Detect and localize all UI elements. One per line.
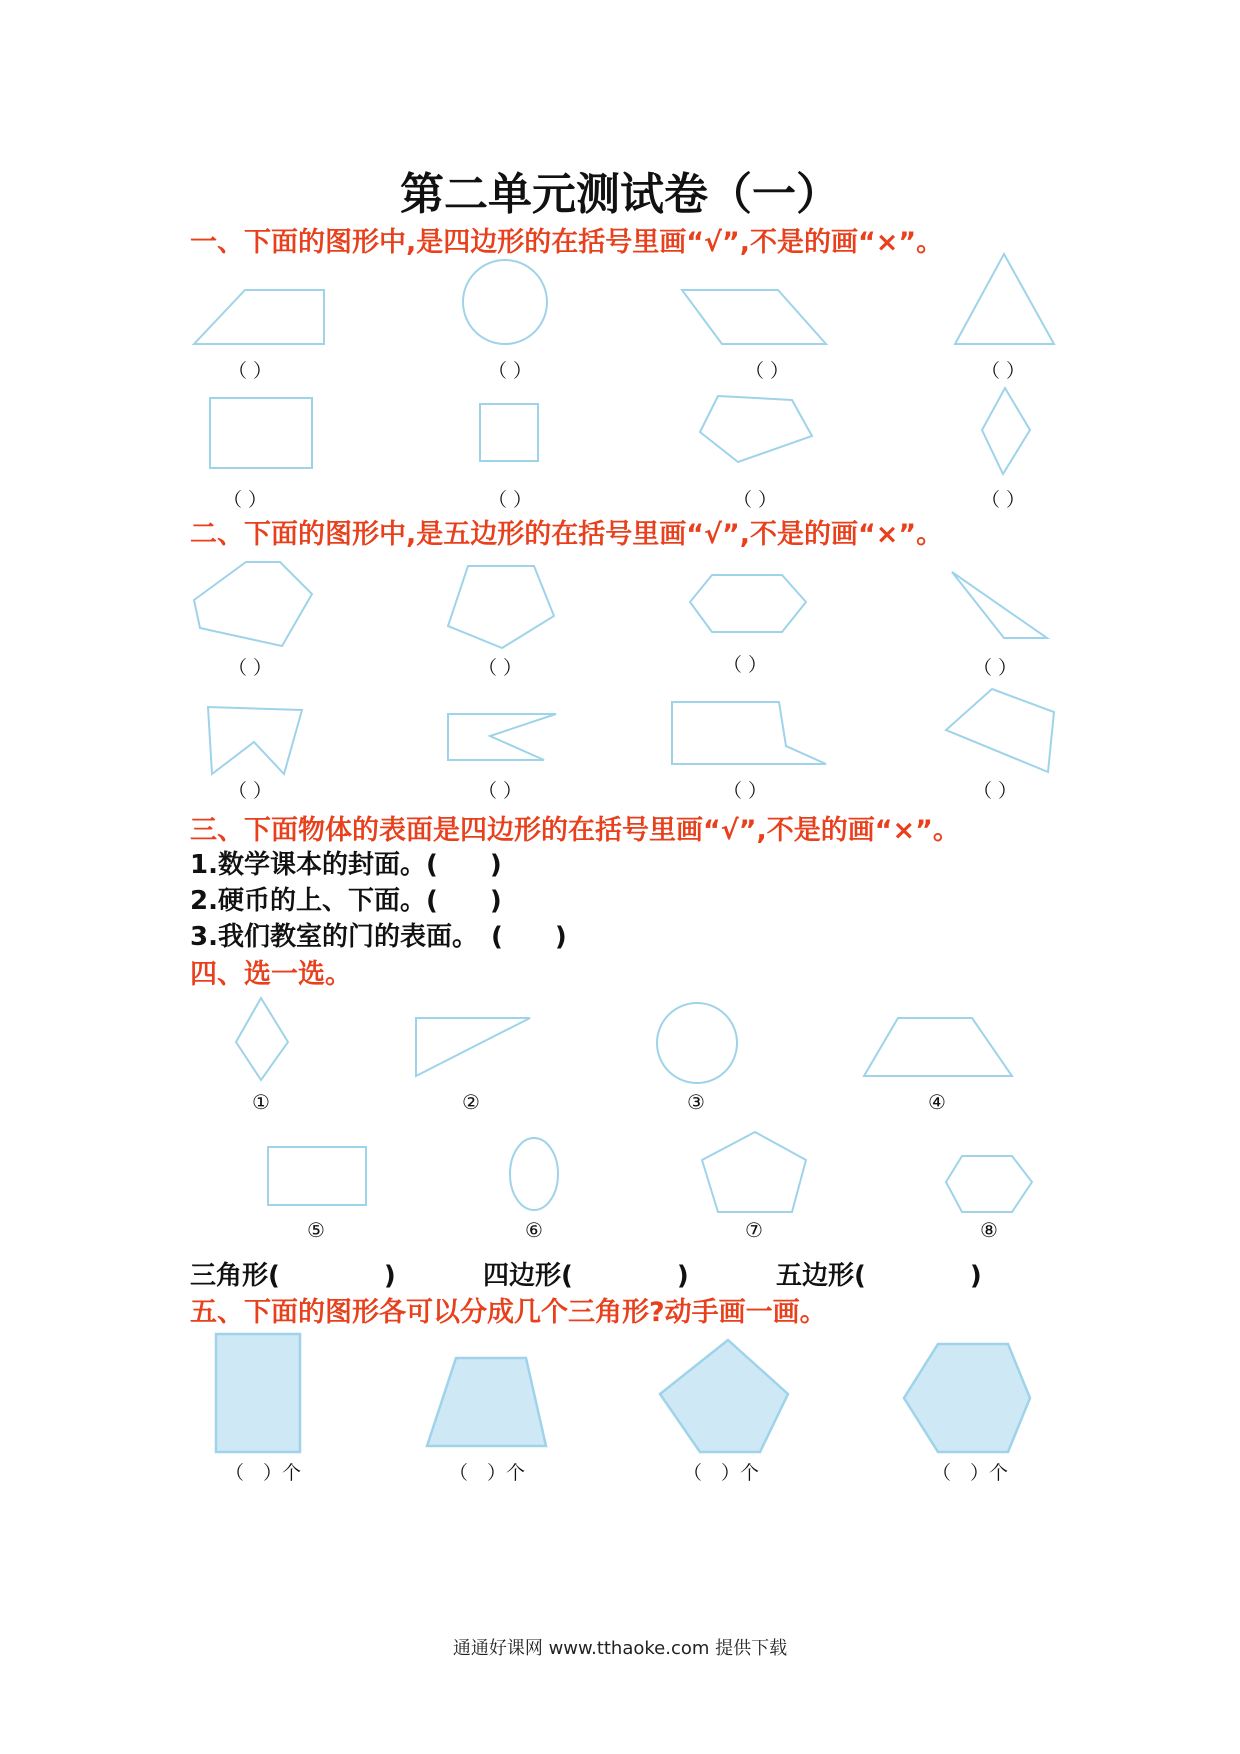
s1-answer-blank[interactable]: （ ）: [732, 489, 778, 511]
s3-item: 2.硬币的上、下面。( ): [190, 886, 502, 916]
s2-answer-blank[interactable]: （ ）: [477, 780, 523, 802]
s2-answer-blank[interactable]: （ ）: [972, 657, 1018, 679]
s4-answer-triangle[interactable]: 三角形( ): [190, 1261, 396, 1291]
s1-answer-blank[interactable]: （ ）: [222, 489, 268, 511]
s1-pentagon-shape: [700, 396, 812, 462]
s2-answer-blank[interactable]: （ ）: [722, 654, 768, 676]
s4-shape-number: ①: [252, 1090, 270, 1114]
s4-shape-number: ⑧: [980, 1218, 998, 1242]
s2-pentagon-shape-c: [672, 702, 826, 764]
s2-answer-blank[interactable]: （ ）: [722, 780, 768, 802]
s4-rectangle-shape: [268, 1147, 366, 1205]
s1-answer-blank[interactable]: （ ）: [744, 360, 790, 382]
s4-triangle-shape: [416, 1018, 530, 1076]
s2-pentagon-shape-a: [194, 562, 312, 646]
s4-trapezoid-shape: [864, 1018, 1012, 1076]
s4-circle-shape: [657, 1003, 737, 1083]
s4-answer-quadrilateral[interactable]: 四边形( ): [483, 1261, 689, 1291]
s5-hexagon-shape: [904, 1344, 1030, 1452]
s4-shape-number: ⑥: [525, 1218, 543, 1242]
s5-pentagon-shape: [660, 1340, 788, 1452]
s2-answer-blank[interactable]: （ ）: [227, 657, 273, 679]
section3-heading: 三、下面物体的表面是四边形的在括号里画“√”,不是的画“×”。: [190, 815, 960, 846]
s3-item: 3.我们教室的门的表面。 ( ): [190, 922, 567, 952]
s1-trapezoid-shape: [194, 290, 324, 344]
s4-ellipse-shape: [510, 1138, 558, 1210]
s2-answer-blank[interactable]: （ ）: [972, 780, 1018, 802]
s1-answer-blank[interactable]: （ ）: [980, 489, 1026, 511]
s5-answer-blank[interactable]: （ ）个: [448, 1462, 525, 1484]
s1-answer-blank[interactable]: （ ）: [487, 360, 533, 382]
s1-rhombus-shape: [982, 388, 1030, 474]
s5-answer-blank[interactable]: （ ）个: [224, 1462, 301, 1484]
s5-trapezoid-shape: [427, 1358, 546, 1446]
s4-shape-number: ④: [928, 1090, 946, 1114]
s4-hexagon-shape: [946, 1156, 1032, 1212]
s2-concave-pentagon-shape-b: [448, 714, 556, 760]
s1-parallelogram-shape: [682, 290, 826, 344]
s2-hexagon-shape: [690, 575, 806, 632]
page-title: 第二单元测试卷（一）: [400, 169, 840, 220]
s2-answer-blank[interactable]: （ ）: [227, 780, 273, 802]
footer-credit: 通通好课网 www.tthaoke.com 提供下载: [452, 1638, 788, 1659]
s4-pentagon-shape: [702, 1132, 806, 1212]
section4-heading: 四、选一选。: [190, 959, 352, 990]
s2-answer-blank[interactable]: （ ）: [477, 657, 523, 679]
section1-heading: 一、下面的图形中,是四边形的在括号里画“√”,不是的画“×”。: [190, 227, 944, 258]
s4-answer-pentagon[interactable]: 五边形( ): [776, 1261, 982, 1291]
s1-rectangle-shape: [210, 398, 312, 468]
s4-rhombus-shape: [236, 998, 288, 1080]
section2-heading: 二、下面的图形中,是五边形的在括号里画“√”,不是的画“×”。: [190, 519, 944, 550]
s4-shape-number: ③: [687, 1090, 705, 1114]
s2-concave-pentagon-shape-a: [208, 707, 302, 774]
s5-rectangle-shape: [216, 1334, 300, 1452]
s1-answer-blank[interactable]: （ ）: [980, 360, 1026, 382]
s5-answer-blank[interactable]: （ ）个: [682, 1462, 759, 1484]
s4-shape-number: ②: [462, 1090, 480, 1114]
s3-item: 1.数学课本的封面。( ): [190, 850, 502, 880]
s2-pentagon-shape-b: [448, 566, 554, 648]
s1-answer-blank[interactable]: （ ）: [227, 360, 273, 382]
s4-shape-number: ⑦: [745, 1218, 763, 1242]
s2-quadrilateral-shape: [946, 689, 1054, 772]
s1-triangle-shape: [955, 254, 1054, 344]
s5-answer-blank[interactable]: （ ）个: [931, 1462, 1008, 1484]
s4-shape-number: ⑤: [307, 1218, 325, 1242]
section5-heading: 五、下面的图形各可以分成几个三角形?动手画一画。: [190, 1297, 827, 1328]
s1-circle-shape: [463, 260, 547, 344]
s1-square-shape: [480, 404, 538, 461]
s2-triangle-shape: [952, 572, 1047, 638]
s1-answer-blank[interactable]: （ ）: [487, 489, 533, 511]
